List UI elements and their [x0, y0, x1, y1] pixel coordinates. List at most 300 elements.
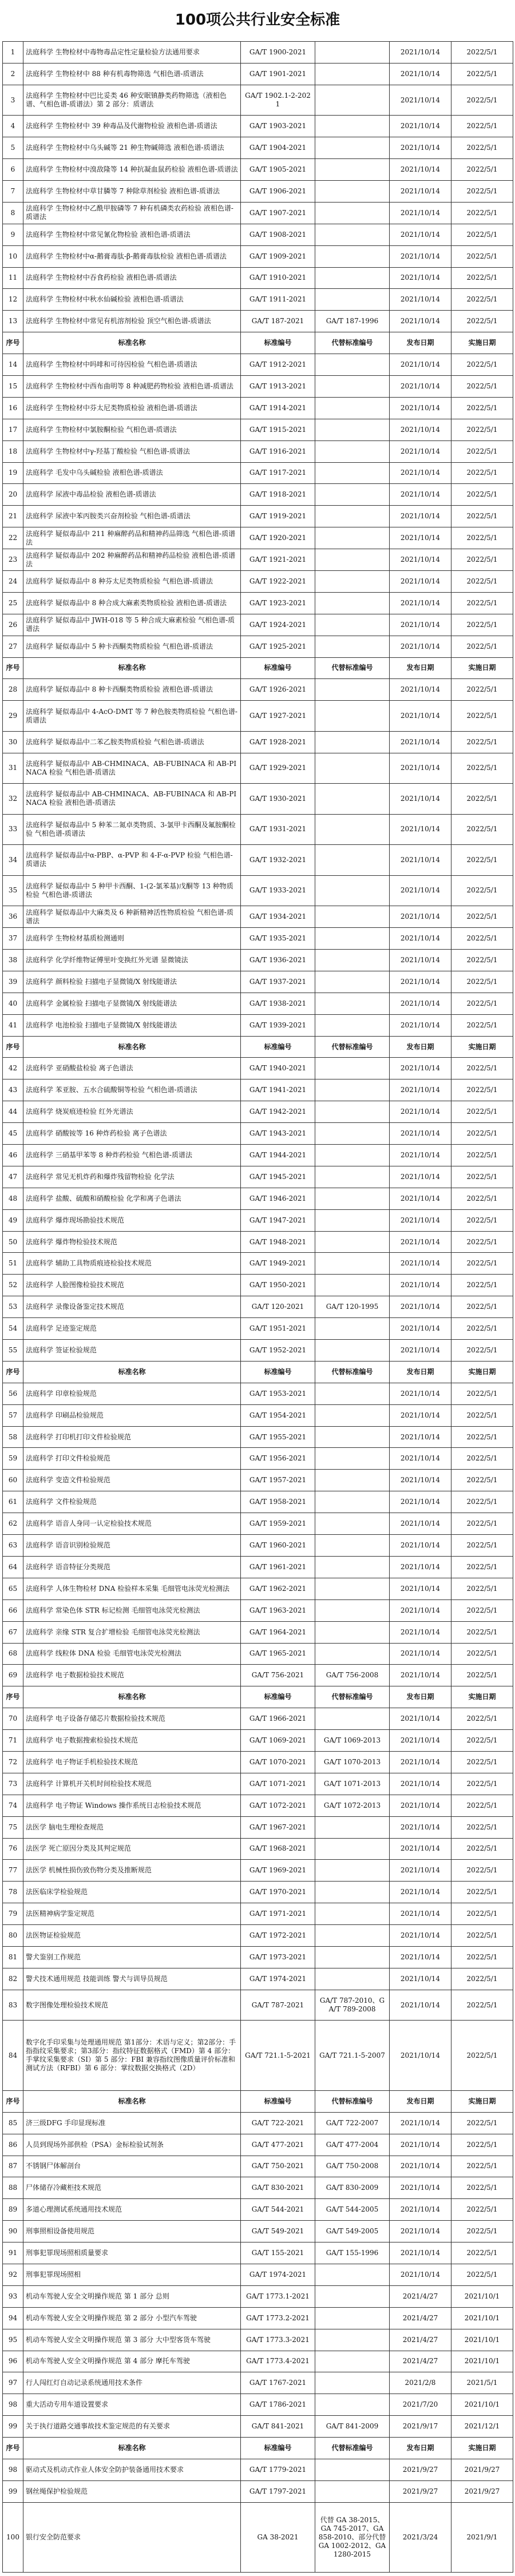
publish-date: 2021/10/14	[390, 971, 451, 993]
effective-date: 2022/5/1	[451, 2221, 513, 2242]
header-effective: 实施日期	[451, 2090, 513, 2112]
row-number: 8	[3, 202, 23, 224]
standard-code: GA/T 1948-2021	[241, 1231, 315, 1253]
row-number: 45	[3, 1123, 23, 1145]
effective-date: 2021/10/1	[451, 2351, 513, 2372]
row-number: 14	[3, 354, 23, 376]
standard-name: 法庭科学 生物检材中 88 种有机毒物筛选 气相色谱-质谱法	[23, 63, 241, 85]
header-no: 序号	[3, 2438, 23, 2459]
row-number: 18	[3, 440, 23, 462]
replaced-standard	[315, 1058, 390, 1079]
publish-date: 2021/10/14	[390, 289, 451, 311]
standard-code: GA/T 1072-2021	[241, 1795, 315, 1816]
replaced-standard	[315, 971, 390, 993]
standard-code: GA/T 1965-2021	[241, 1643, 315, 1665]
standard-name: 人员到现场外部供检（PSA）金标检验试剂条	[23, 2134, 241, 2156]
effective-date: 2022/5/1	[451, 1209, 513, 1231]
standard-code: GA/T 1950-2021	[241, 1275, 315, 1296]
table-row	[3, 63, 513, 85]
standard-code: GA/T 1921-2021	[241, 549, 315, 571]
row-number: 77	[3, 1860, 23, 1882]
standard-code: GA/T 1919-2021	[241, 506, 315, 527]
publish-date: 2021/10/14	[390, 311, 451, 332]
effective-date: 2022/5/1	[451, 1599, 513, 1621]
publish-date: 2021/10/14	[390, 267, 451, 289]
effective-date: 2022/5/1	[451, 1882, 513, 1903]
replaced-standard	[315, 527, 390, 549]
standard-code: GA/T 155-2021	[241, 2242, 315, 2264]
standard-code: GA/T 1773.4-2021	[241, 2351, 315, 2372]
effective-date: 2022/5/1	[451, 906, 513, 928]
publish-date: 2021/10/14	[390, 159, 451, 181]
row-number: 57	[3, 1404, 23, 1426]
replaced-standard	[315, 950, 390, 971]
standard-name: 法庭科学 辅助工具物质痕迹检验技术规范	[23, 1253, 241, 1275]
standard-code: GA/T 1786-2021	[241, 2394, 315, 2416]
standard-code: GA/T 1773.1-2021	[241, 2285, 315, 2307]
standard-name: 法庭科学 疑似毒品中 5 种甲卡西酮、1-(2-氯苯基)戊酮等 13 种物质检验 气相色谱-质谱法	[23, 875, 241, 906]
publish-date: 2021/10/14	[390, 85, 451, 116]
standard-name: 重大活动专用车道设置要求	[23, 2394, 241, 2416]
standard-code: GA/T 1939-2021	[241, 1014, 315, 1036]
header-effective: 实施日期	[451, 1686, 513, 1708]
row-number: 56	[3, 1383, 23, 1404]
standard-name: 机动车驾驶人安全文明操作规范 第 2 部分 小型汽车驾驶	[23, 2307, 241, 2329]
replaced-standard	[315, 1556, 390, 1578]
replaced-standard	[315, 1470, 390, 1491]
standard-name: 法医精神病学鉴定规范	[23, 1903, 241, 1925]
table-row	[3, 1079, 513, 1101]
header-no: 序号	[3, 1361, 23, 1383]
effective-date: 2022/5/1	[451, 1556, 513, 1578]
standard-code: GA/T 1951-2021	[241, 1318, 315, 1340]
standard-name: 刑事犯罪现场照相	[23, 2264, 241, 2285]
row-number: 13	[3, 311, 23, 332]
standard-name: 法庭科学 电子数据搜索检验技术规范	[23, 1730, 241, 1752]
table-row	[3, 2416, 513, 2438]
standard-name: 驱动式及机动式作业人体安全防护装备通用技术要求	[23, 2459, 241, 2481]
publish-date: 2021/10/14	[390, 679, 451, 701]
effective-date: 2022/5/1	[451, 375, 513, 397]
row-number: 86	[3, 2134, 23, 2156]
standard-code: GA/T 830-2021	[241, 2177, 315, 2199]
publish-date: 2021/10/14	[390, 1599, 451, 1621]
row-number: 29	[3, 701, 23, 732]
standard-code: GA/T 1963-2021	[241, 1599, 315, 1621]
header-name: 标准名称	[23, 657, 241, 679]
table-row	[3, 2307, 513, 2329]
replaced-standard: GA/T 721.1-5-2007	[315, 2021, 390, 2091]
standard-code: GA/T 1915-2021	[241, 419, 315, 440]
standard-name: 法庭科学 生物检材中巴比妥类 46 种安眠镇静类药物筛选（液相色谱、气相色谱-质谱法）第 2 部分：质谱法	[23, 85, 241, 116]
header-no: 序号	[3, 1036, 23, 1058]
publish-date: 2021/10/14	[390, 42, 451, 63]
publish-date: 2021/10/14	[390, 1773, 451, 1795]
row-number: 63	[3, 1535, 23, 1557]
standard-name: 法庭科学 生物检材中秋水仙碱检验 液相色谱-质谱法	[23, 289, 241, 311]
effective-date: 2022/5/1	[451, 202, 513, 224]
replaced-standard	[315, 784, 390, 815]
standard-code: GA/T 1918-2021	[241, 484, 315, 506]
replaced-standard	[315, 1903, 390, 1925]
standard-code: GA/T 1946-2021	[241, 1188, 315, 1209]
standards-table-body	[3, 42, 513, 2573]
replaced-standard: GA/T 549-2005	[315, 2221, 390, 2242]
header-effective: 实施日期	[451, 1361, 513, 1383]
header-no: 序号	[3, 2090, 23, 2112]
row-number: 44	[3, 1101, 23, 1123]
effective-date: 2022/5/1	[451, 1925, 513, 1947]
standard-name: 法庭科学 语音人身同一认定检验技术规范	[23, 1513, 241, 1535]
replaced-standard	[315, 2459, 390, 2481]
row-number: 89	[3, 2199, 23, 2221]
standard-code: GA/T 1934-2021	[241, 906, 315, 928]
table-row	[3, 1448, 513, 1470]
table-header-row	[3, 2438, 513, 2459]
standard-name: 警犬技术通用规范 技能训练 警犬与训导员规范	[23, 1968, 241, 1990]
row-number: 31	[3, 753, 23, 784]
table-row	[3, 2351, 513, 2372]
row-number: 92	[3, 2264, 23, 2285]
replaced-standard	[315, 1621, 390, 1643]
standard-code: GA/T 1973-2021	[241, 1946, 315, 1968]
table-row	[3, 1275, 513, 1296]
effective-date: 2022/5/1	[451, 549, 513, 571]
replaced-standard: GA/T 1071-2013	[315, 1773, 390, 1795]
replaced-standard	[315, 549, 390, 571]
standard-code: GA/T 1958-2021	[241, 1491, 315, 1513]
row-number: 42	[3, 1058, 23, 1079]
publish-date: 2021/10/14	[390, 375, 451, 397]
effective-date: 2021/10/1	[451, 2307, 513, 2329]
replaced-standard	[315, 1014, 390, 1036]
table-row	[3, 1383, 513, 1404]
effective-date: 2021/10/1	[451, 2285, 513, 2307]
standard-code: GA/T 1952-2021	[241, 1340, 315, 1362]
standard-code: GA/T 1966-2021	[241, 1708, 315, 1730]
standard-code: GA/T 1959-2021	[241, 1513, 315, 1535]
effective-date: 2022/5/1	[451, 1903, 513, 1925]
standard-name: 法庭科学 足迹鉴定规范	[23, 1318, 241, 1340]
row-number: 23	[3, 549, 23, 571]
standard-name: 法庭科学 生物检材中草甘膦等 7 种除草剂检验 液相色谱-质谱法	[23, 180, 241, 202]
standard-code: GA/T 1928-2021	[241, 731, 315, 753]
row-number: 55	[3, 1340, 23, 1362]
replaced-standard	[315, 375, 390, 397]
row-number: 39	[3, 971, 23, 993]
header-code: 标准编号	[241, 2090, 315, 2112]
effective-date: 2022/5/1	[451, 440, 513, 462]
effective-date: 2022/5/1	[451, 2242, 513, 2264]
effective-date: 2022/5/1	[451, 484, 513, 506]
standard-name: 法庭科学 生物检材中乌头碱等 21 种生物碱筛选 液相色谱-质谱法	[23, 137, 241, 159]
row-number: 60	[3, 1470, 23, 1491]
replaced-standard: GA/T 544-2005	[315, 2199, 390, 2221]
publish-date: 2021/10/14	[390, 1101, 451, 1123]
standard-name: 法庭科学 尿液中毒品检验 液相色谱-质谱法	[23, 484, 241, 506]
publish-date: 2021/10/14	[390, 570, 451, 592]
replaced-standard: GA/T 756-2008	[315, 1665, 390, 1686]
table-row	[3, 1491, 513, 1513]
header-replaces: 代替标准编号	[315, 657, 390, 679]
standard-name: 钢丝绳保护检验规范	[23, 2480, 241, 2502]
publish-date: 2021/10/14	[390, 1990, 451, 2021]
effective-date: 2022/5/1	[451, 1296, 513, 1318]
standard-name: 法庭科学 三硝基甲苯等 8 种炸药检验 气相色谱-质谱法	[23, 1145, 241, 1166]
publish-date: 2021/10/14	[390, 1079, 451, 1101]
publish-date: 2021/10/14	[390, 1816, 451, 1838]
effective-date: 2022/5/1	[451, 2112, 513, 2134]
effective-date: 2022/5/1	[451, 1968, 513, 1990]
publish-date: 2021/10/14	[390, 1426, 451, 1448]
table-row	[3, 2199, 513, 2221]
standard-name: 法庭科学 生物检材中常见有机溶剂检验 顶空气相色谱-质谱法	[23, 311, 241, 332]
publish-date: 2021/10/14	[390, 592, 451, 614]
table-row	[3, 753, 513, 784]
table-row	[3, 2156, 513, 2177]
row-number: 74	[3, 1795, 23, 1816]
table-row	[3, 2329, 513, 2351]
publish-date: 2021/10/14	[390, 1058, 451, 1079]
table-row	[3, 1188, 513, 1209]
effective-date: 2022/5/1	[451, 506, 513, 527]
effective-date: 2022/5/1	[451, 311, 513, 332]
row-number: 41	[3, 1014, 23, 1036]
standard-code: GA/T 1964-2021	[241, 1621, 315, 1643]
standard-name: 法庭科学 疑似毒品中 AB-CHMINACA、AB-FUBINACA 和 AB-PINACA 检验 气相色谱-质谱法	[23, 753, 241, 784]
standard-code: GA/T 1920-2021	[241, 527, 315, 549]
effective-date: 2022/5/1	[451, 928, 513, 950]
header-effective: 实施日期	[451, 2438, 513, 2459]
header-replaces: 代替标准编号	[315, 2438, 390, 2459]
publish-date: 2021/10/14	[390, 224, 451, 245]
table-row	[3, 85, 513, 116]
standard-code: GA/T 1942-2021	[241, 1101, 315, 1123]
effective-date: 2022/5/1	[451, 1426, 513, 1448]
standard-name: 法庭科学 疑似毒品中 8 种芬太尼类物质检验 气相色谱-质谱法	[23, 570, 241, 592]
table-row	[3, 1816, 513, 1838]
row-number: 84	[3, 2021, 23, 2091]
replaced-standard	[315, 875, 390, 906]
table-header-row	[3, 1686, 513, 1708]
header-published: 发布日期	[390, 1036, 451, 1058]
standard-code: GA/T 1971-2021	[241, 1903, 315, 1925]
table-row	[3, 1665, 513, 1686]
standard-name: 法庭科学 电子物证 Windows 操作系统日志检验技术规范	[23, 1795, 241, 1816]
effective-date: 2022/5/1	[451, 1253, 513, 1275]
standard-code: GA/T 1927-2021	[241, 701, 315, 732]
publish-date: 2021/10/14	[390, 875, 451, 906]
effective-date: 2022/5/1	[451, 1058, 513, 1079]
publish-date: 2021/10/14	[390, 636, 451, 657]
publish-date: 2021/10/14	[390, 814, 451, 845]
row-number: 27	[3, 636, 23, 657]
standard-code: GA/T 1925-2021	[241, 636, 315, 657]
replaced-standard	[315, 1166, 390, 1188]
standard-code: GA/T 1956-2021	[241, 1448, 315, 1470]
standard-name: 法庭科学 人脸图像检验技术规范	[23, 1275, 241, 1296]
effective-date: 2022/5/1	[451, 1383, 513, 1404]
table-row	[3, 814, 513, 845]
standard-code: GA/T 1967-2021	[241, 1816, 315, 1838]
standard-code: GA/T 1974-2021	[241, 2264, 315, 2285]
table-row	[3, 506, 513, 527]
standard-code: GA/T 1914-2021	[241, 397, 315, 419]
row-number: 85	[3, 2112, 23, 2134]
standard-name: 法庭科学 打印文件检验规范	[23, 1448, 241, 1470]
row-number: 15	[3, 375, 23, 397]
replaced-standard	[315, 2307, 390, 2329]
table-row	[3, 875, 513, 906]
table-row	[3, 311, 513, 332]
standard-code: GA/T 1953-2021	[241, 1383, 315, 1404]
standard-code: GA/T 756-2021	[241, 1665, 315, 1686]
publish-date: 2021/10/14	[390, 506, 451, 527]
replaced-standard: GA/T 787-2010、GA/T 789-2008	[315, 1990, 390, 2021]
replaced-standard	[315, 906, 390, 928]
effective-date: 2022/5/1	[451, 267, 513, 289]
standard-name: 法庭科学 文件检验规范	[23, 1491, 241, 1513]
effective-date: 2022/5/1	[451, 731, 513, 753]
publish-date: 2021/10/14	[390, 137, 451, 159]
standard-name: 数字化手印采集与处理通用规范 第1部分：术语与定义；第2部分：手指指纹采集要求；第3部分：指纹特征数据格式（FMD）第 4 部分：手掌纹采集要求（SI）第 5 部分：FBI 兼容指纹图像质量评价标准和测试方法（RFBI）第 6 部分：掌纹数据交换格式（2D）	[23, 2021, 241, 2091]
standard-code: GA/T 1767-2021	[241, 2372, 315, 2394]
table-row	[3, 1643, 513, 1665]
replaced-standard	[315, 1101, 390, 1123]
standard-code: GA/T 1974-2021	[241, 1968, 315, 1990]
publish-date: 2021/10/14	[390, 1231, 451, 1253]
standard-code: GA/T 1938-2021	[241, 993, 315, 1014]
table-row	[3, 116, 513, 137]
standard-name: 法庭科学 生物检材中α-鹅膏毒肽-β-鹅膏毒肽检验 液相色谱-质谱法	[23, 245, 241, 267]
effective-date: 2022/5/1	[451, 159, 513, 181]
header-name: 标准名称	[23, 2090, 241, 2112]
table-row	[3, 2502, 513, 2573]
table-row	[3, 1296, 513, 1318]
standard-code: GA/T 1900-2021	[241, 42, 315, 63]
row-number: 81	[3, 1946, 23, 1968]
replaced-standard	[315, 1383, 390, 1404]
replaced-standard	[315, 2351, 390, 2372]
row-number: 28	[3, 679, 23, 701]
row-number: 54	[3, 1318, 23, 1340]
replaced-standard	[315, 484, 390, 506]
row-number: 4	[3, 116, 23, 137]
table-row	[3, 592, 513, 614]
standard-name: 法庭科学 电子数据检验技术规范	[23, 1665, 241, 1686]
header-no: 序号	[3, 657, 23, 679]
effective-date: 2022/5/1	[451, 116, 513, 137]
standard-code: GA/T 1957-2021	[241, 1470, 315, 1491]
replaced-standard: GA/T 841-2009	[315, 2416, 390, 2438]
table-row	[3, 2021, 513, 2091]
publish-date: 2021/10/14	[390, 116, 451, 137]
header-published: 发布日期	[390, 657, 451, 679]
standard-name: 法庭科学 疑似毒品中 JWH-018 等 5 种合成大麻素检验 气相色谱-质谱法	[23, 614, 241, 636]
publish-date: 2021/10/14	[390, 484, 451, 506]
effective-date: 2022/5/1	[451, 784, 513, 815]
table-row	[3, 2459, 513, 2481]
table-row	[3, 2221, 513, 2242]
table-row	[3, 928, 513, 950]
row-number: 62	[3, 1513, 23, 1535]
standard-name: 法庭科学 疑似毒品中 8 种卡西酮类物质检验 液相色谱-质谱法	[23, 679, 241, 701]
replaced-standard	[315, 2394, 390, 2416]
standard-code: GA/T 1908-2021	[241, 224, 315, 245]
effective-date: 2022/5/1	[451, 1470, 513, 1491]
standard-code: GA/T 1901-2021	[241, 63, 315, 85]
publish-date: 2021/10/14	[390, 1404, 451, 1426]
replaced-standard	[315, 1491, 390, 1513]
header-name: 标准名称	[23, 2438, 241, 2459]
row-number: 6	[3, 159, 23, 181]
table-row	[3, 1058, 513, 1079]
row-number: 94	[3, 2307, 23, 2329]
table-row	[3, 267, 513, 289]
standard-name: 法庭科学 生物检材中西布曲明等 8 种减肥药物检验 液相色谱-质谱法	[23, 375, 241, 397]
standard-name: 法庭科学 生物检材中常见氰化物检验 液相色谱-质谱法	[23, 224, 241, 245]
effective-date: 2022/5/1	[451, 137, 513, 159]
standard-code: GA/T 1779-2021	[241, 2459, 315, 2481]
standard-code: GA/T 1797-2021	[241, 2480, 315, 2502]
effective-date: 2022/5/1	[451, 1535, 513, 1557]
replaced-standard	[315, 1882, 390, 1903]
standard-name: 法医临床学检验规范	[23, 1882, 241, 1903]
row-number: 20	[3, 484, 23, 506]
publish-date: 2021/10/14	[390, 1730, 451, 1752]
standard-code: GA/T 1911-2021	[241, 289, 315, 311]
publish-date: 2021/10/14	[390, 180, 451, 202]
effective-date: 2022/5/1	[451, 527, 513, 549]
standard-code: GA/T 1922-2021	[241, 570, 315, 592]
row-number: 48	[3, 1188, 23, 1209]
publish-date: 2021/10/14	[390, 1882, 451, 1903]
row-number: 78	[3, 1882, 23, 1903]
table-row	[3, 419, 513, 440]
row-number: 21	[3, 506, 23, 527]
effective-date: 2021/9/1	[451, 2502, 513, 2573]
row-number: 70	[3, 1708, 23, 1730]
row-number: 9	[3, 224, 23, 245]
table-header-row	[3, 1361, 513, 1383]
effective-date: 2022/5/1	[451, 1838, 513, 1860]
replaced-standard	[315, 1188, 390, 1209]
publish-date: 2021/10/14	[390, 1123, 451, 1145]
publish-date: 2021/10/14	[390, 1188, 451, 1209]
header-replaces: 代替标准编号	[315, 2090, 390, 2112]
row-number: 69	[3, 1665, 23, 1686]
effective-date: 2021/10/1	[451, 2394, 513, 2416]
publish-date: 2021/4/27	[390, 2329, 451, 2351]
replaced-standard	[315, 506, 390, 527]
publish-date: 2021/10/14	[390, 1470, 451, 1491]
row-number: 61	[3, 1491, 23, 1513]
header-code: 标准编号	[241, 1686, 315, 1708]
publish-date: 2021/10/14	[390, 2199, 451, 2221]
row-number: 10	[3, 245, 23, 267]
table-header-row	[3, 1036, 513, 1058]
row-number: 40	[3, 993, 23, 1014]
publish-date: 2021/10/14	[390, 1535, 451, 1557]
row-number: 51	[3, 1253, 23, 1275]
effective-date: 2022/5/1	[451, 875, 513, 906]
table-row	[3, 1101, 513, 1123]
effective-date: 2022/5/1	[451, 1946, 513, 1968]
table-row	[3, 2134, 513, 2156]
standard-code: GA/T 1932-2021	[241, 845, 315, 876]
replaced-standard: GA/T 830-2009	[315, 2177, 390, 2199]
standard-name: 法庭科学 爆炸现场勘验技术规范	[23, 1209, 241, 1231]
